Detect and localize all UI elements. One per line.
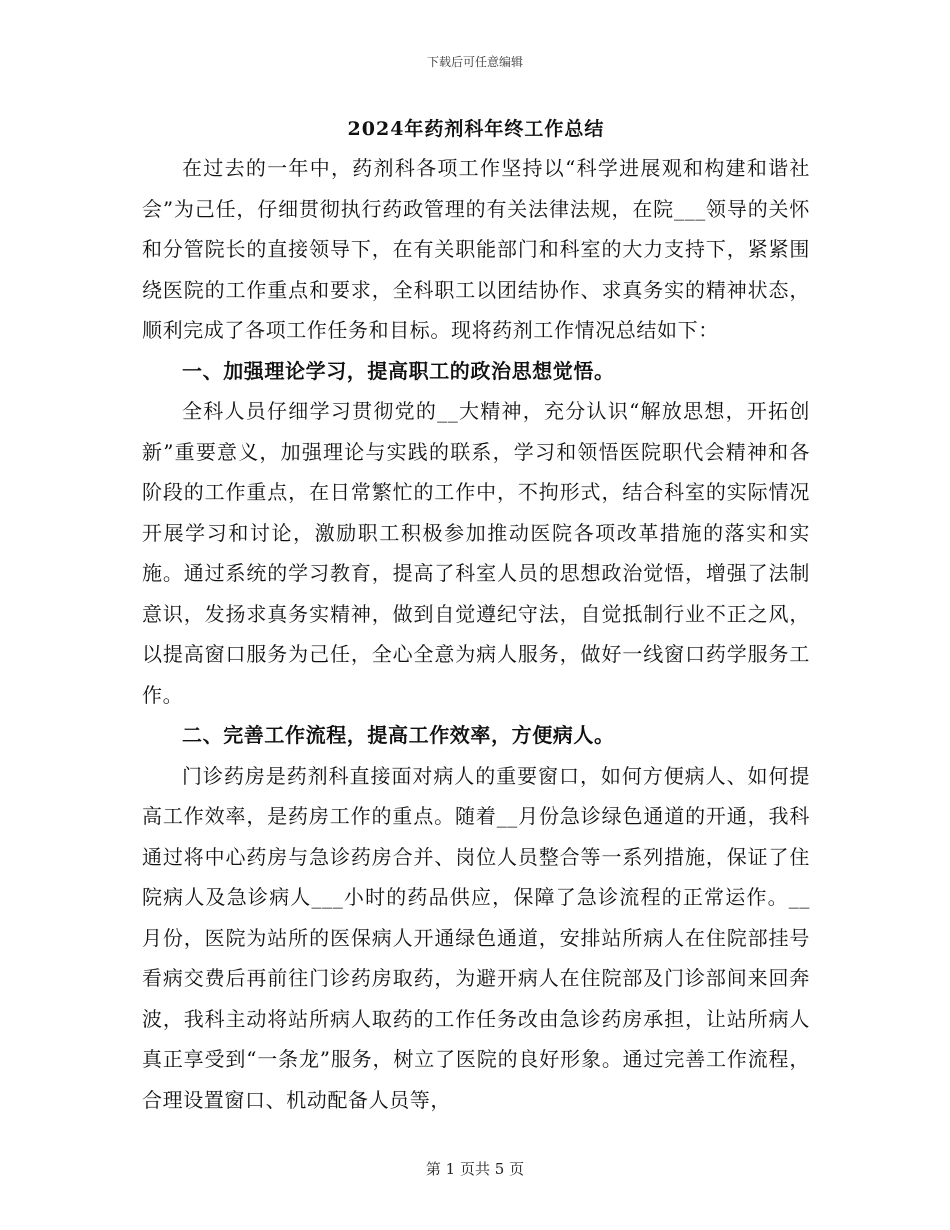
section-body-1: 全科人员仔细学习贯彻党的__大精神，充分认识“解放思想，开拓创新”重要意义，加强理论与实践的联系，学习和领悟医院职代会精神和各阶段的工作重点，在日常繁忙的工作中，不拘形式，结合科室的实际情况开展学习和讨论，激励职工积极参加推动医院各项改革措施的落实和实施。通过系统的学习教育，提高了科室人员的思想政治觉悟，增强了法制意识，发扬求真务实精神，做到自觉遵纪守法，自觉抵制行业不正之风，以提高窗口服务为己任，全心全意为病人服务，做好一线窗口药学服务工作。 bbox=[142, 399, 810, 707]
document-body bbox=[142, 110, 810, 1120]
section-body-2: 门诊药房是药剂科直接面对病人的重要窗口，如何方便病人、如何提高工作效率，是药房工作的重点。随着__月份急诊绿色通道的开通，我科通过将中心药房与急诊药房合并、岗位人员整合等一系列措施，保证了住院病人及急诊病人___小时的药品供应，保障了急诊流程的正常运作。__月份，医院为站所的医保病人开通绿色通道，安排站所病人在住院部挂号看病交费后再前往门诊药房取药，为避开病人在住院部及门诊部间来回奔波，我科主动将站所病人取药的工作任务改由急诊药房承担，让站所病人真正享受到“一条龙”服务，树立了医院的良好形象。通过完善工作流程，合理设置窗口、机动配备人员等， bbox=[142, 763, 810, 1112]
document-title: 2024年药剂科年终工作总结 bbox=[347, 118, 605, 140]
page-indicator: 第 1 页共 5 页 bbox=[425, 1160, 525, 1178]
intro-paragraph: 在过去的一年中，药剂科各项工作坚持以“科学进展观和构建和谐社会”为己任，仔细贯彻执行药政管理的有关法律法规，在院___领导的关怀和分管院长的直接领导下，在有关职能部门和科室的大力支持下，紧紧围绕医院的工作重点和要求，全科职工以团结协作、求真务实的精神状态，顺利完成了各项工作任务和目标。现将药剂工作情况总结如下： bbox=[142, 156, 810, 342]
header-note: 下载后可任意编辑 bbox=[426, 55, 523, 69]
section-heading-1: 一、加强理论学习，提高职工的政治思想觉悟。 bbox=[182, 358, 615, 383]
section-heading-2: 二、完善工作流程，提高工作效率，方便病人。 bbox=[182, 723, 615, 747]
